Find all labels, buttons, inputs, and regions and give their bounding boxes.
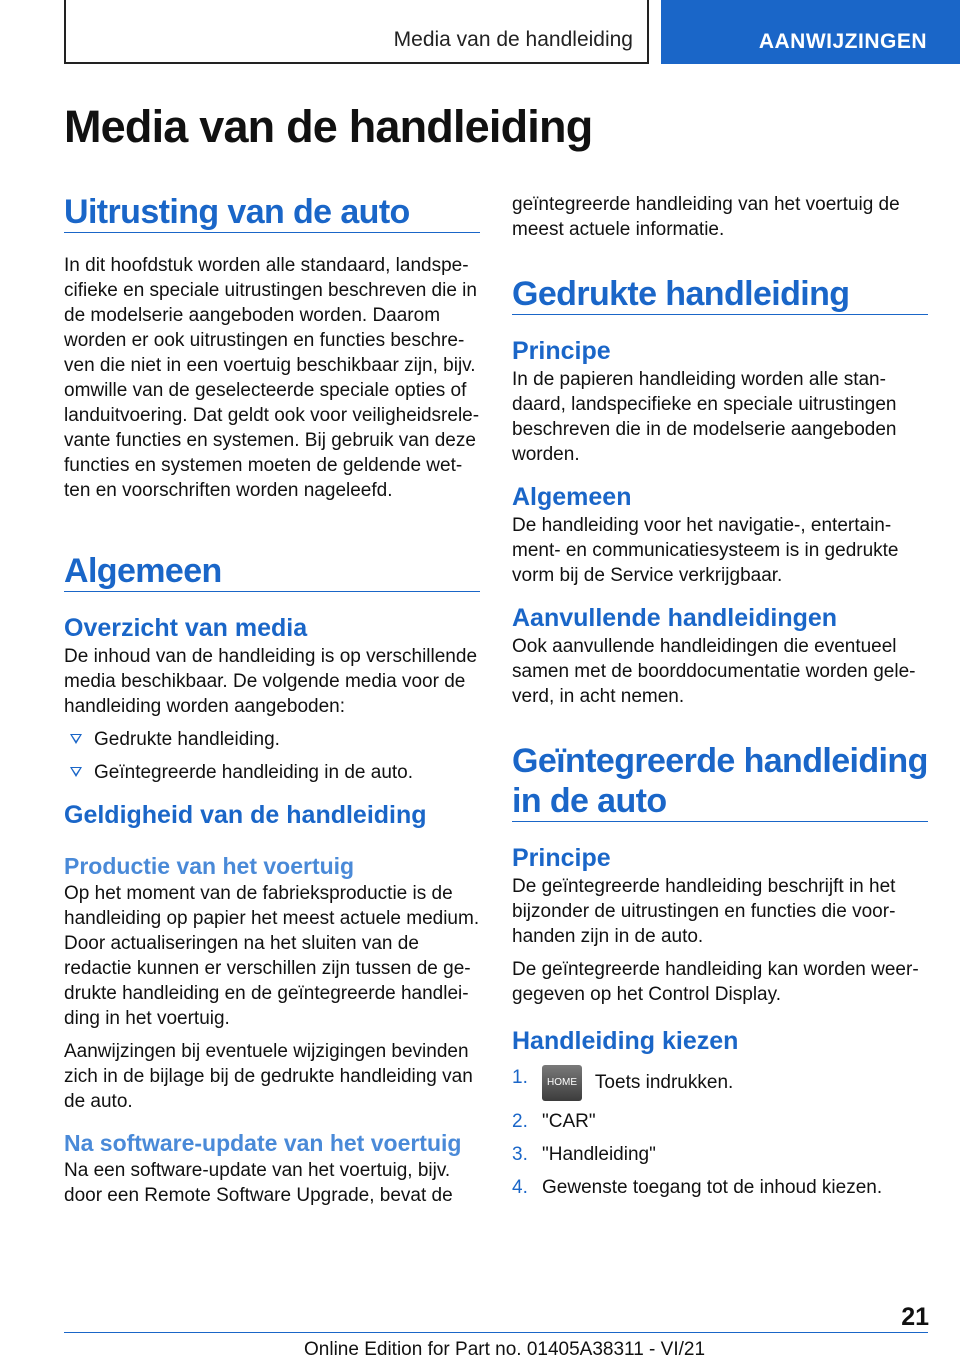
- paragraph-aanvullende: Ook aanvullende handleidingen die eventueel samen met de boorddocumentatie worden geleverd, in acht nemen.: [512, 636, 916, 707]
- page-number: 21: [901, 1303, 929, 1331]
- page-title: Media van de handleiding: [64, 101, 593, 152]
- paragraph-principe-1: In de papieren handleiding worden alle standaard, landspecifieke en speciale uitrustingen beschreven die in de modelserie aangeboden worden.: [512, 369, 897, 465]
- step-text: Gewenste toegang tot de inhoud kiezen.: [542, 1177, 883, 1198]
- triangle-bullet-icon: [70, 767, 82, 777]
- list-item: [512, 1065, 928, 1101]
- subheading-algemeen: Algemeen: [512, 483, 632, 511]
- header-chapter-tab[interactable]: [661, 0, 960, 64]
- paragraph-uitrusting: In dit hoofdstuk worden alle standaard, landspecifieke en speciale uitrustingen beschreven die in de modelserie aangeboden worden. Daarom worden er ook uitrustingen en functies beschreven die niet in een voertuig beschikbaar zijn, bijv. omwille van de geselecteerde speciale opties of landuitvoering. Dat geldt ook voor veiligheidsrelevante functies en systemen. Bij gebruik van deze functies en systemen moeten de geldende wetten en voorschriften worden nageleefd.: [64, 255, 480, 501]
- home-button-icon: HOME: [542, 1065, 582, 1101]
- subheading-aanvullende: Aanvullende handleidingen: [512, 604, 838, 632]
- paragraph-principe-2b: De geïntegreerde handleiding kan worden weergegeven op het Control Display.: [512, 959, 919, 1005]
- subheading-handleiding-kiezen: Handleiding kiezen: [512, 1027, 739, 1055]
- subheading-productie: Productie van het voertuig: [64, 853, 355, 879]
- subheading-geldigheid: Geldigheid van de handleiding: [64, 801, 427, 829]
- media-list: [64, 727, 480, 785]
- subheading-overzicht: Overzicht van media: [64, 614, 308, 642]
- step-text: "Handleiding": [542, 1144, 656, 1165]
- subheading-principe-1: Principe: [512, 337, 611, 365]
- step-number: 4.: [512, 1177, 528, 1198]
- section-title-geintegreerde: Geïntegreerde handleiding in de auto: [512, 742, 928, 820]
- list-item-text: Gedrukte handleiding.: [94, 729, 280, 750]
- list-item: [64, 727, 480, 752]
- left-column: [64, 192, 480, 1208]
- list-item: [512, 1109, 928, 1134]
- paragraph-aanwijzingen: Aanwijzingen bij eventuele wijzigingen bevinden zich in de bijlage bij de gedrukte handleiding van de auto.: [64, 1041, 473, 1112]
- step-text: Toets indrukken.: [590, 1072, 734, 1094]
- paragraph-algemeen: De handleiding voor het navigatie-, entertainment- en communicatiesysteem is in gedrukte vorm bij de Service verkrijgbaar.: [512, 515, 899, 586]
- header-box: [64, 0, 649, 64]
- paragraph-overzicht: De inhoud van de handleiding is op verschillende media beschikbaar. De volgende media voor de handleiding worden aangeboden:: [64, 646, 478, 717]
- right-column: [512, 192, 928, 1208]
- step-number: 3.: [512, 1144, 528, 1165]
- section-title-uitrusting: Uitrusting van de auto: [64, 192, 480, 233]
- triangle-bullet-icon: [70, 734, 82, 744]
- steps-list: [512, 1065, 928, 1200]
- step-number: 1.: [512, 1067, 528, 1088]
- paragraph-continuation: geïntegreerde handleiding van het voertuig de meest actuele informatie.: [512, 194, 900, 240]
- section-title-gedrukte: Gedrukte handleiding: [512, 274, 928, 315]
- header-section-title: Media van de handleiding: [393, 28, 633, 51]
- list-item-text: Geïntegreerde handleiding in de auto.: [94, 762, 414, 783]
- paragraph-principe-2a: De geïntegreerde handleiding beschrijft in het bijzonder de uitrustingen en functies die voorhanden zijn in de auto.: [512, 876, 896, 947]
- step-text: "CAR": [542, 1111, 596, 1132]
- list-item: [512, 1142, 928, 1167]
- header-chapter-label: AANWIJZINGEN: [758, 30, 927, 53]
- list-item: [512, 1175, 928, 1200]
- paragraph-software-update: Na een software-update van het voertuig, bijv. door een Remote Software Upgrade, bevat de: [64, 1160, 453, 1206]
- step-number: 2.: [512, 1111, 528, 1132]
- subheading-principe-2: Principe: [512, 844, 611, 872]
- list-item: [64, 760, 480, 785]
- section-title-algemeen: Algemeen: [64, 551, 480, 592]
- footer-edition: Online Edition for Part no. 01405A38311 - VI/21: [304, 1339, 706, 1360]
- subheading-software-update: Na software-update van het voertuig: [64, 1130, 462, 1156]
- paragraph-productie: Op het moment van de fabrieksproductie is de handleiding op papier het meest actuele medium. Door actualiseringen na het sluiten van de redactie kunnen er verschillen zijn tussen de gedrukte handleiding en de geïntegreerde handleiding in het voertuig.: [64, 883, 480, 1029]
- footer-divider: [64, 1332, 928, 1333]
